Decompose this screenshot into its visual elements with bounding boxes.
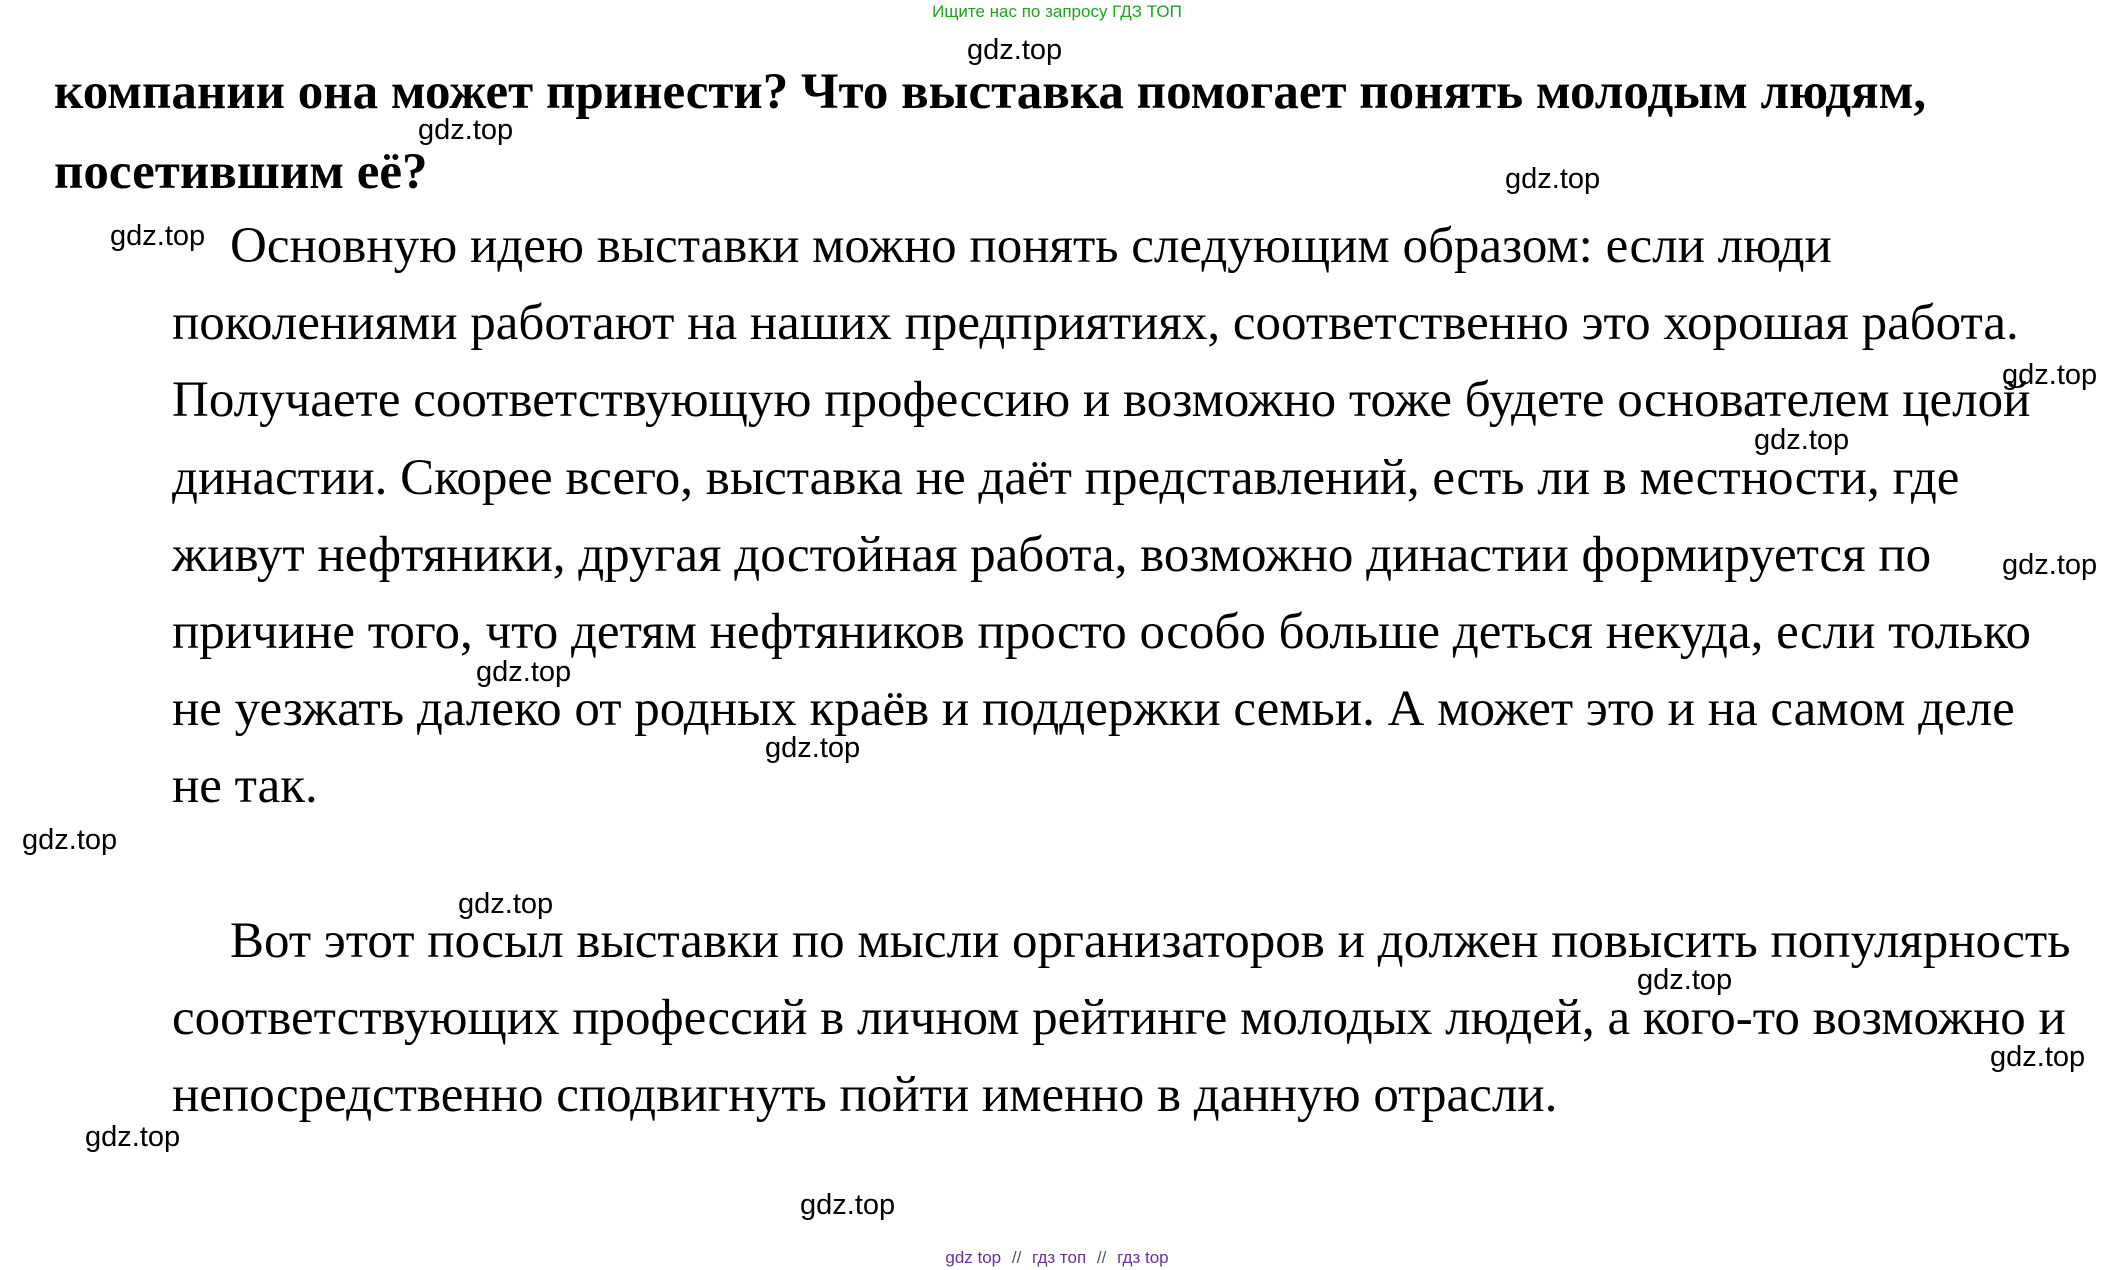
watermark-label: gdz.top — [22, 824, 118, 856]
watermark-label: gdz.top — [1505, 163, 1601, 195]
watermark-label: gdz.top — [967, 34, 1063, 66]
question-heading: компании она может принести? Что выставка помогает понять молодым людям, посетившим её? — [54, 64, 1927, 200]
watermark-label: gdz.top — [458, 888, 554, 920]
watermark-label: gdz.top — [110, 220, 206, 252]
footer-links — [0, 1248, 2114, 1268]
watermark-label: gdz.top — [1754, 424, 1850, 456]
watermark-label: gdz.top — [1990, 1041, 2086, 1073]
watermark-label: gdz.top — [1637, 964, 1733, 996]
watermark-label: gdz.top — [85, 1121, 181, 1153]
footer-link[interactable]: гдз топ — [1032, 1248, 1087, 1267]
watermark-label: gdz.top — [2002, 549, 2098, 581]
watermark-label: gdz.top — [2002, 359, 2098, 391]
watermark-label: gdz.top — [765, 732, 861, 764]
answer-paragraph-2: Вот этот посыл выставки по мысли организаторов и должен повысить популярность соответствующих профессий в личном рейтинге молодых людей, а кого-то возможно и непосредственно сподвигнуть пойти именно в данную отрасли. — [172, 913, 2071, 1124]
search-hint-text: Ищите нас по запросу ГДЗ ТОП — [932, 2, 1182, 21]
watermark-label: gdz.top — [418, 114, 514, 146]
footer-separator: // — [1011, 1248, 1022, 1267]
watermark-label: gdz.top — [800, 1189, 896, 1221]
footer-separator: // — [1096, 1248, 1107, 1267]
watermark-label: gdz.top — [476, 656, 572, 688]
answer-paragraph-1: Основную идею выставки можно понять следующим образом: если люди поколениями работают на наших предприятиях, соответственно это хорошая работа. Получаете соответствующую профессию и возможно тоже будете основателем целой династии. Скорее всего, выставка не даёт представлений, есть ли в местности, где живут нефтяники, другая достойная работа, возможно династии формируется по причине того, что детям нефтяников просто особо больше деться некуда, если только не уезжать далеко от родных краёв и поддержки семьи. А может это и на самом деле не так. — [172, 218, 2031, 815]
footer-link[interactable]: gdz top — [945, 1248, 1002, 1267]
search-hint-banner — [0, 2, 2114, 22]
footer-link[interactable]: гдз top — [1117, 1248, 1169, 1267]
